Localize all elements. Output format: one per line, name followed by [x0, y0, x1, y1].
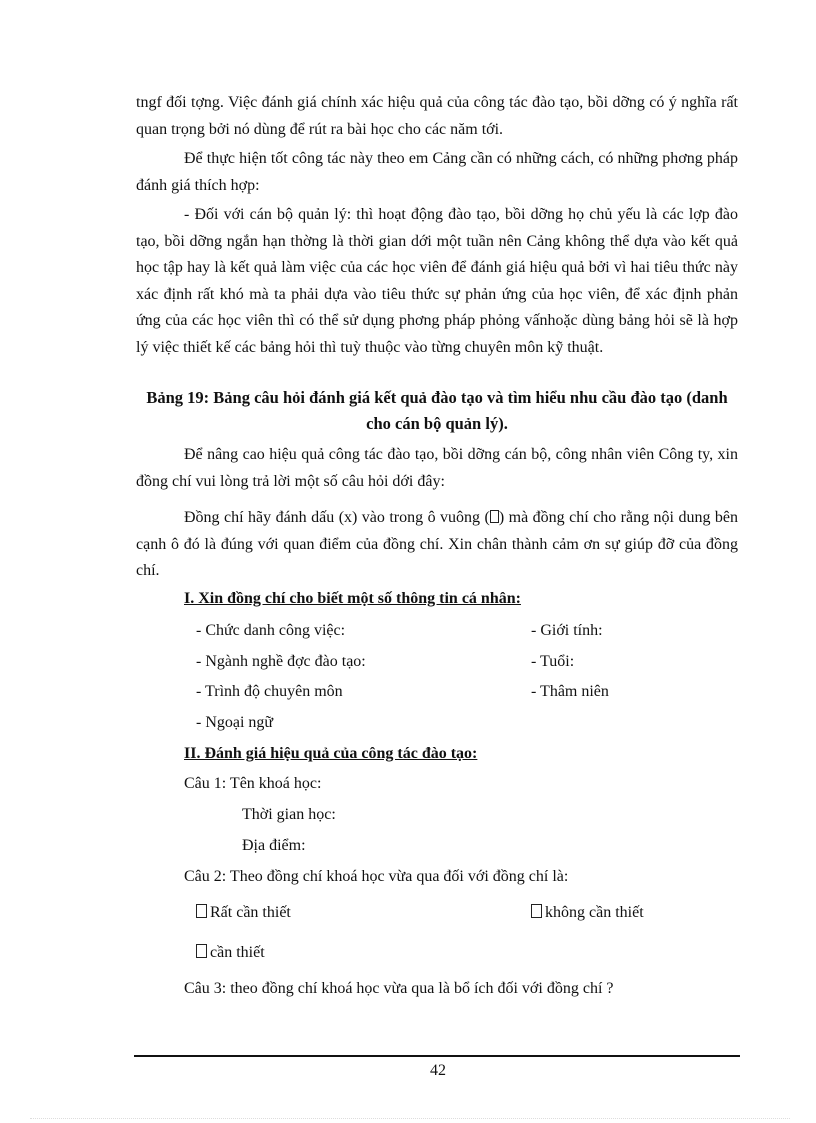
checkbox-not-necessary[interactable]	[531, 904, 542, 918]
field-trained-major: - Ngành nghề đợc đào tạo:	[196, 653, 366, 670]
field-seniority: - Thâm niên	[531, 683, 609, 700]
option-very-necessary[interactable]	[196, 904, 291, 922]
field-qualification: - Trình độ chuyên môn	[196, 683, 343, 700]
question-1-place: Địa điểm:	[242, 837, 306, 854]
paragraph-request: Để nâng cao hiệu quả công tác đào tạo, bồi dỡng cán bộ, công nhân viên Công ty, xin đồng chí vui lòng trả lời một số câu hỏi dới đây:	[136, 446, 738, 490]
instruction-text-end: ) mà đồng chí cho rằng nội dung bên cạnh ô đó là đúng với quan điểm của đồng chí. Xin chân thành cảm ơn sự giúp đỡ của đồng chí.	[136, 509, 739, 579]
option-not-necessary-label: không cần thiết	[545, 904, 644, 921]
section-1-heading: I. Xin đồng chí cho biết một số thông tin cá nhân:	[184, 590, 521, 607]
field-job-title: - Chức danh công việc:	[196, 622, 346, 639]
option-not-necessary[interactable]	[531, 904, 644, 922]
page-bottom-border	[30, 1118, 790, 1119]
question-3: Câu 3: theo đồng chí khoá học vừa qua là bổ ích đối với đồng chí ?	[184, 980, 614, 997]
option-necessary[interactable]	[196, 944, 265, 962]
page-number: 42	[430, 1062, 446, 1079]
checkbox-necessary[interactable]	[196, 944, 207, 958]
paragraph-instruction	[136, 505, 738, 585]
paragraph-managers: - Đối với cán bộ quản lý: thì hoạt động đào tạo, bồi dỡng họ chủ yếu là các lợp đào tạo, bồi dỡng ngắn hạn thờng là thời gian dới một tuần nên Cảng không thể dựa vào kết quả học tập hay là kết quả làm việc của các học viên để đánh giá hiệu quả bởi vì hai tiêu thức này xác định rất khó mà ta phải dựa vào tiêu thức sự phản ứng của học viên, để xác định phản ứng của các học viên thì có thể sử dụng phơng pháp phỏng vấnhoặc dùng bảng hỏi sẽ là hợp lý việc thiết kế các bảng hỏi thì tuỳ thuộc vào từng chuyên môn kỹ thuật.	[136, 206, 738, 356]
paragraph-intro: tngf đối tợng. Việc đánh giá chính xác hiệu quả của công tác đào tạo, bồi dỡng có ý nghĩa rất quan trọng bởi nó dùng để rút ra bài học cho các năm tới.	[136, 94, 738, 138]
checkbox-sample-icon	[490, 510, 499, 523]
field-age: - Tuổi:	[531, 653, 575, 670]
table-title: Bảng 19: Bảng câu hỏi đánh giá kết quả đào tạo và tìm hiểu nhu cầu đào tạo (danh cho cán bộ quản lý).	[146, 388, 728, 433]
field-foreign-language: - Ngoại ngữ	[196, 714, 274, 731]
option-necessary-label: cần thiết	[210, 944, 265, 961]
section-2-heading: II. Đánh giá hiệu quả của công tác đào tạo:	[184, 745, 478, 762]
checkbox-very-necessary[interactable]	[196, 904, 207, 918]
paragraph-methods: Để thực hiện tốt công tác này theo em Cảng cần có những cách, có những phơng pháp đánh giá thích hợp:	[136, 150, 738, 194]
instruction-text-start: Đồng chí hãy đánh dấu (x) vào trong ô vuông (	[184, 509, 490, 526]
option-very-necessary-label: Rất cần thiết	[210, 904, 291, 921]
question-1-time: Thời gian học:	[242, 806, 336, 823]
footer-divider	[134, 1055, 740, 1057]
question-2: Câu 2: Theo đồng chí khoá học vừa qua đối với đồng chí là:	[184, 868, 569, 885]
field-gender: - Giới tính:	[531, 622, 603, 639]
question-1: Câu 1: Tên khoá học:	[184, 775, 322, 792]
